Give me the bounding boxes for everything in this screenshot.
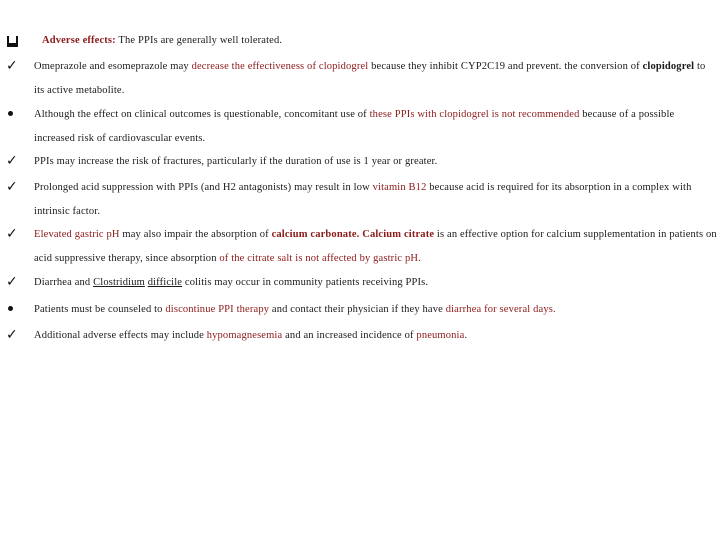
check-icon: ✓	[6, 58, 18, 74]
item-text: Omeprazole and esomeprazole may decrease the effectiveness of clopidogrel because they inhibit CYP2C19 and prevent. the conversion of clopidogrel to its active metabolite.	[34, 61, 706, 96]
check-icon: ✓	[6, 274, 18, 290]
item-text: Prolonged acid suppression with PPIs (and H2 antagonists) may result in low vitamin B12 because acid is required for its absorption in a complex with intrinsic factor.	[34, 182, 692, 217]
heading-rest: The PPIs are generally well tolerated.	[115, 35, 283, 46]
round-bullet-icon	[6, 107, 20, 121]
item-text: Diarrhea and Clostridium difficile colitis may occur in community patients receiving PPIs.	[34, 277, 429, 288]
check-icon: ✓	[6, 179, 18, 195]
round-bullet-icon	[6, 302, 20, 316]
item-text: Elevated gastric pH may also impair the absorption of calcium carbonate. Calcium citrate is an effective option for calcium supplementation in patients on acid suppressive therapy, since absorption of the citrate salt is not affected by gastric pH.	[34, 229, 717, 264]
item-text: PPIs may increase the risk of fractures, particularly if the duration of use is 1 year or greater.	[34, 156, 438, 167]
item-text: Although the effect on clinical outcomes is questionable, concomitant use of these PPIs with clopidogrel is not recommended because of a possible increased risk of cardiovascular events.	[34, 109, 675, 144]
heading-text	[42, 29, 720, 53]
check-icon: ✓	[6, 327, 18, 343]
item-text: Patients must be counseled to discontinue PPI therapy and contact their physician if they have diarrhea for several days.	[34, 304, 556, 315]
check-icon: ✓	[6, 153, 18, 169]
item-text: Additional adverse effects may include hypomagnesemia and an increased incidence of pneumonia.	[34, 330, 468, 341]
heading-title: Adverse effects:	[42, 35, 116, 46]
square-bullet-icon	[6, 34, 20, 48]
check-icon: ✓	[6, 226, 18, 242]
